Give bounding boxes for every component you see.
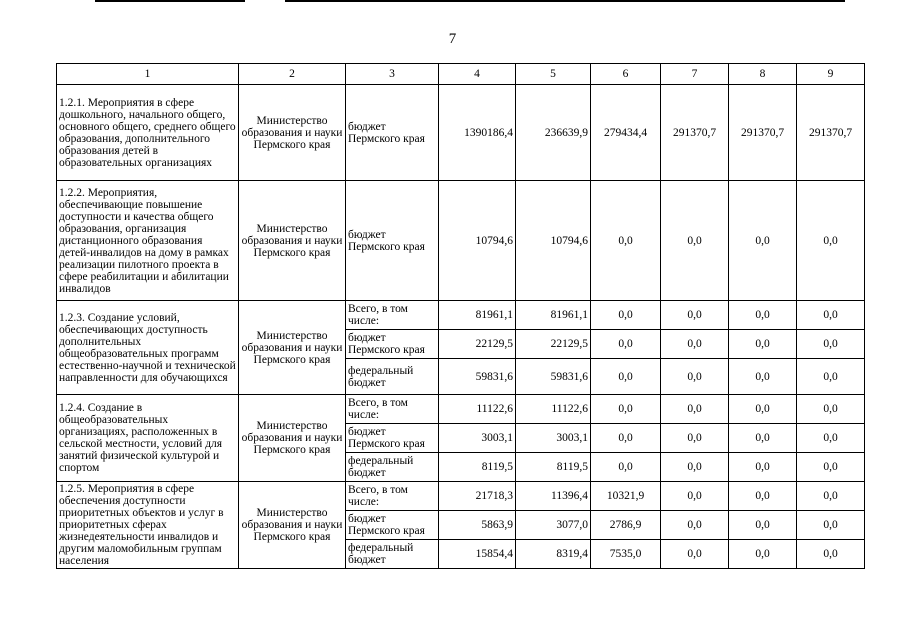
amount-cell: 11122,6 xyxy=(439,395,516,424)
amount-cell: 0,0 xyxy=(797,482,865,511)
amount-cell: 22129,5 xyxy=(439,330,516,359)
amount-cell: 15854,4 xyxy=(439,540,516,569)
amount-cell: 0,0 xyxy=(797,359,865,395)
amount-cell: 279434,4 xyxy=(591,85,661,181)
amount-cell: 0,0 xyxy=(797,453,865,482)
funding-source-cell: Всего, в том числе: xyxy=(346,395,439,424)
amount-cell: 0,0 xyxy=(797,511,865,540)
column-header: 3 xyxy=(346,64,439,85)
funding-source-cell: федеральный бюджет xyxy=(346,540,439,569)
amount-cell: 10794,6 xyxy=(439,181,516,301)
budget-table xyxy=(56,63,865,569)
ministry-cell: Министерство образования и науки Пермского края xyxy=(239,301,346,395)
amount-cell: 3003,1 xyxy=(516,424,591,453)
amount-cell: 22129,5 xyxy=(516,330,591,359)
amount-cell: 0,0 xyxy=(797,395,865,424)
amount-cell: 8119,5 xyxy=(439,453,516,482)
amount-cell: 0,0 xyxy=(797,330,865,359)
amount-cell: 0,0 xyxy=(729,424,797,453)
amount-cell: 0,0 xyxy=(661,511,729,540)
amount-cell: 10794,6 xyxy=(516,181,591,301)
funding-source-cell: Всего, в том числе: xyxy=(346,301,439,330)
table-row xyxy=(57,85,865,181)
top-rule-right xyxy=(285,0,845,2)
column-header: 5 xyxy=(516,64,591,85)
amount-cell: 3003,1 xyxy=(439,424,516,453)
amount-cell: 291370,7 xyxy=(729,85,797,181)
column-header: 9 xyxy=(797,64,865,85)
amount-cell: 11396,4 xyxy=(516,482,591,511)
column-header: 6 xyxy=(591,64,661,85)
amount-cell: 7535,0 xyxy=(591,540,661,569)
amount-cell: 0,0 xyxy=(729,330,797,359)
amount-cell: 291370,7 xyxy=(661,85,729,181)
ministry-cell: Министерство образования и науки Пермского края xyxy=(239,85,346,181)
amount-cell: 0,0 xyxy=(591,453,661,482)
amount-cell: 0,0 xyxy=(729,511,797,540)
ministry-cell: Министерство образования и науки Пермского края xyxy=(239,395,346,482)
table-row xyxy=(57,301,865,330)
amount-cell: 0,0 xyxy=(661,453,729,482)
amount-cell: 0,0 xyxy=(729,482,797,511)
amount-cell: 10321,9 xyxy=(591,482,661,511)
ministry-cell: Министерство образования и науки Пермского края xyxy=(239,181,346,301)
column-header: 1 xyxy=(57,64,239,85)
amount-cell: 0,0 xyxy=(661,540,729,569)
table-row xyxy=(57,395,865,424)
amount-cell: 59831,6 xyxy=(439,359,516,395)
activity-cell: 1.2.1. Мероприятия в сфере дошкольного, начального общего, основного общего, среднего общего образования, дополнительного образования детей в образовательных организациях xyxy=(57,85,239,181)
activity-cell: 1.2.3. Создание условий, обеспечивающих доступность дополнительных общеобразовательных программ естественно-научной и технической направленности для обучающихся xyxy=(57,301,239,395)
amount-cell: 0,0 xyxy=(729,395,797,424)
amount-cell: 0,0 xyxy=(661,359,729,395)
activity-cell: 1.2.4. Создание в общеобразовательных организациях, расположенных в сельской местности, условий для занятий физической культурой и спортом xyxy=(57,395,239,482)
amount-cell: 0,0 xyxy=(729,453,797,482)
funding-source-cell: бюджет Пермского края xyxy=(346,330,439,359)
amount-cell: 3077,0 xyxy=(516,511,591,540)
column-header: 8 xyxy=(729,64,797,85)
amount-cell: 0,0 xyxy=(729,301,797,330)
amount-cell: 0,0 xyxy=(591,359,661,395)
amount-cell: 0,0 xyxy=(591,330,661,359)
amount-cell: 0,0 xyxy=(591,395,661,424)
amount-cell: 0,0 xyxy=(591,181,661,301)
amount-cell: 59831,6 xyxy=(516,359,591,395)
amount-cell: 81961,1 xyxy=(516,301,591,330)
amount-cell: 8319,4 xyxy=(516,540,591,569)
amount-cell: 1390186,4 xyxy=(439,85,516,181)
amount-cell: 0,0 xyxy=(661,482,729,511)
amount-cell: 0,0 xyxy=(661,395,729,424)
table-row xyxy=(57,482,865,511)
funding-source-cell: федеральный бюджет xyxy=(346,359,439,395)
amount-cell: 0,0 xyxy=(661,424,729,453)
funding-source-cell: бюджет Пермского края xyxy=(346,181,439,301)
amount-cell: 8119,5 xyxy=(516,453,591,482)
amount-cell: 0,0 xyxy=(729,359,797,395)
ministry-cell: Министерство образования и науки Пермского края xyxy=(239,482,346,569)
amount-cell: 0,0 xyxy=(729,540,797,569)
amount-cell: 0,0 xyxy=(591,424,661,453)
amount-cell: 0,0 xyxy=(661,301,729,330)
amount-cell: 0,0 xyxy=(591,301,661,330)
amount-cell: 0,0 xyxy=(661,181,729,301)
funding-source-cell: бюджет Пермского края xyxy=(346,511,439,540)
amount-cell: 0,0 xyxy=(729,181,797,301)
column-header: 7 xyxy=(661,64,729,85)
amount-cell: 5863,9 xyxy=(439,511,516,540)
column-header: 2 xyxy=(239,64,346,85)
funding-source-cell: федеральный бюджет xyxy=(346,453,439,482)
amount-cell: 0,0 xyxy=(797,301,865,330)
top-rule-left xyxy=(95,0,245,2)
amount-cell: 21718,3 xyxy=(439,482,516,511)
activity-cell: 1.2.5. Мероприятия в сфере обеспечения доступности приоритетных объектов и услуг в приоритетных сферах жизнедеятельности инвалидов и другим маломобильным группам населения xyxy=(57,482,239,569)
table-row xyxy=(57,181,865,301)
column-header: 4 xyxy=(439,64,516,85)
activity-cell: 1.2.2. Мероприятия, обеспечивающие повышение доступности и качества общего образования, организация дистанционного образования детей-инвалидов на дому в рамках реализации пилотного проекта в сфере реабилитации и абилитации инвалидов xyxy=(57,181,239,301)
amount-cell: 11122,6 xyxy=(516,395,591,424)
header-row xyxy=(57,64,865,85)
amount-cell: 291370,7 xyxy=(797,85,865,181)
amount-cell: 0,0 xyxy=(661,330,729,359)
funding-source-cell: бюджет Пермского края xyxy=(346,424,439,453)
amount-cell: 0,0 xyxy=(797,540,865,569)
funding-source-cell: бюджет Пермского края xyxy=(346,85,439,181)
funding-source-cell: Всего, в том числе: xyxy=(346,482,439,511)
amount-cell: 0,0 xyxy=(797,181,865,301)
amount-cell: 0,0 xyxy=(797,424,865,453)
page-number: 7 xyxy=(448,31,457,47)
amount-cell: 81961,1 xyxy=(439,301,516,330)
amount-cell: 2786,9 xyxy=(591,511,661,540)
amount-cell: 236639,9 xyxy=(516,85,591,181)
